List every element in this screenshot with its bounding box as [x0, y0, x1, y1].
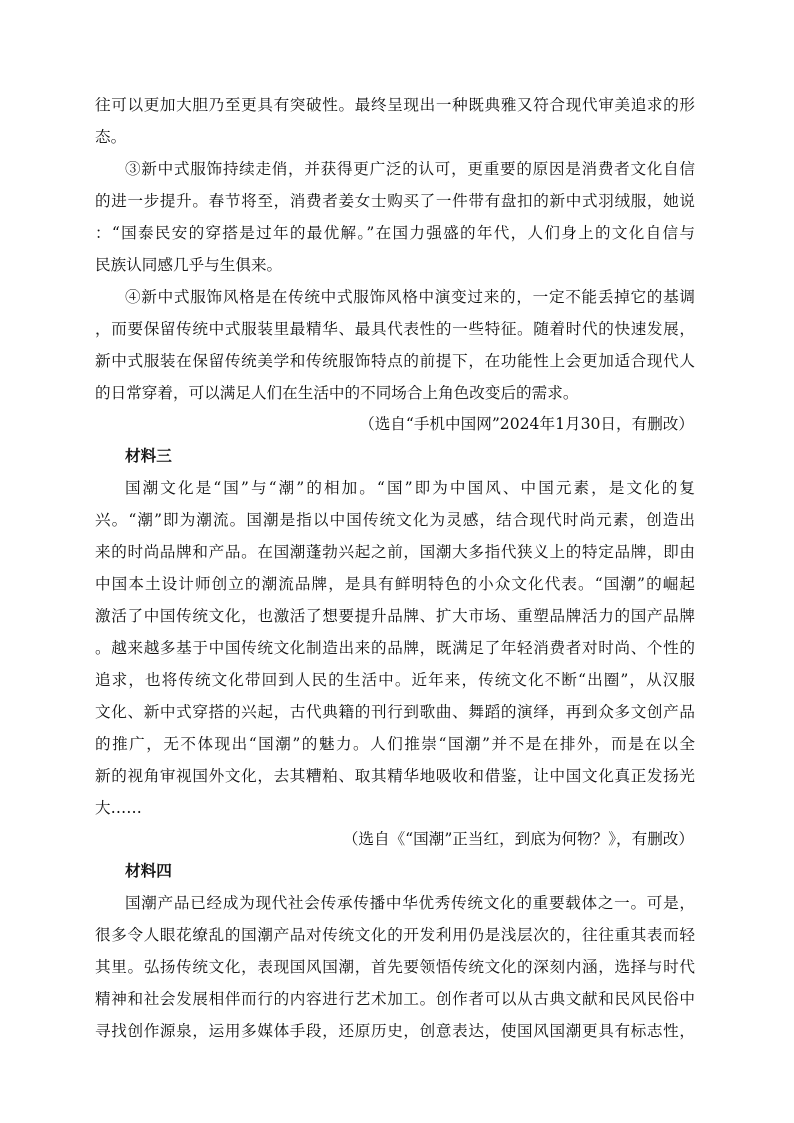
text-line: 追求，也将传统文化带回到人民的生活中。近年来，传统文化不断“出圈”，从汉服 [95, 671, 695, 689]
source-citation: （选自《“国潮”正当红，到底为何物？》，有删改） [342, 830, 694, 848]
source-citation: （选自“手机中国网”2024年1月30日，有删改） [359, 415, 694, 433]
text-line: 很多令人眼花缭乱的国潮产品对传统文化的开发利用仍是浅层次的，往往重其表而轻 [95, 926, 695, 944]
text-line: 大…… [95, 799, 142, 817]
text-line: 国潮产品已经成为现代社会传承传播中华优秀传统文化的重要载体之一。可是， [125, 894, 695, 912]
text-line: 文化、新中式穿搭的兴起，古代典籍的刊行到歌曲、舞蹈的演绎，再到众多文创产品 [95, 703, 695, 721]
text-line: 激活了中国传统文化，也激活了想要提升品牌、扩大市场、重塑品牌活力的国产品牌 [95, 607, 695, 625]
text-line: ③新中式服饰持续走俏，并获得更广泛的认可，更重要的原因是消费者文化自信 [125, 160, 695, 178]
text-line: 的推广，无不体现出“国潮”的魅力。人们推崇“国潮”并不是在排外，而是在以全 [95, 735, 695, 753]
text-line: ：“国泰民安的穿搭是过年的最优解。”在国力强盛的年代，人们身上的文化自信与 [95, 224, 695, 242]
text-line: 其里。弘扬传统文化，表现国风国潮，首先要领悟传统文化的深刻内涵，选择与时代 [95, 958, 695, 976]
text-line: 。越来越多基于中国传统文化制造出来的品牌，既满足了年轻消费者对时尚、个性的 [95, 639, 695, 657]
text-line: 往可以更加大胆乃至更具有突破性。最终呈现出一种既典雅又符合现代审美追求的形 [95, 96, 695, 114]
text-line: 精神和社会发展相伴而行的内容进行艺术加工。创作者可以从古典文献和民风民俗中 [95, 990, 695, 1008]
text-line: 新中式服装在保留传统美学和传统服饰特点的前提下，在功能性上会更加适合现代人 [95, 352, 695, 370]
text-line: 来的时尚品牌和产品。在国潮蓬勃兴起之前，国潮大多指代狭义上的特定品牌，即由 [95, 543, 695, 561]
text-line: 民族认同感几乎与生俱来。 [95, 256, 283, 274]
text-line: 的日常穿着，可以满足人们在生活中的不同场合上角色改变后的需求。 [95, 384, 579, 402]
text-line: 国潮文化是“国”与“潮”的相加。“国”即为中国风、中国元素，是文化的复 [125, 479, 695, 497]
text-line: 寻找创作源泉，运用多媒体手段，还原历史，创意表达，使国风国潮更具有标志性， [95, 1022, 695, 1040]
text-line: 新的视角审视国外文化，去其糟粕、取其精华地吸收和借鉴，让中国文化真正发扬光 [95, 767, 695, 785]
section-heading: 材料四 [125, 861, 172, 880]
section-heading: 材料三 [125, 446, 172, 465]
text-line: 的进一步提升。春节将至，消费者姜女士购买了一件带有盘扣的新中式羽绒服，她说 [95, 192, 695, 210]
text-line: ④新中式服饰风格是在传统中式服饰风格中演变过来的，一定不能丢掉它的基调 [125, 288, 695, 306]
text-line: 兴。“潮”即为潮流。国潮是指以中国传统文化为灵感，结合现代时尚元素，创造出 [95, 511, 695, 529]
text-line: 态。 [95, 128, 127, 146]
text-line: 中国本土设计师创立的潮流品牌，是具有鲜明特色的小众文化代表。“国潮”的崛起 [95, 575, 695, 593]
text-line: ，而要保留传统中式服装里最精华、最具代表性的一些特征。随着时代的快速发展， [95, 320, 695, 338]
